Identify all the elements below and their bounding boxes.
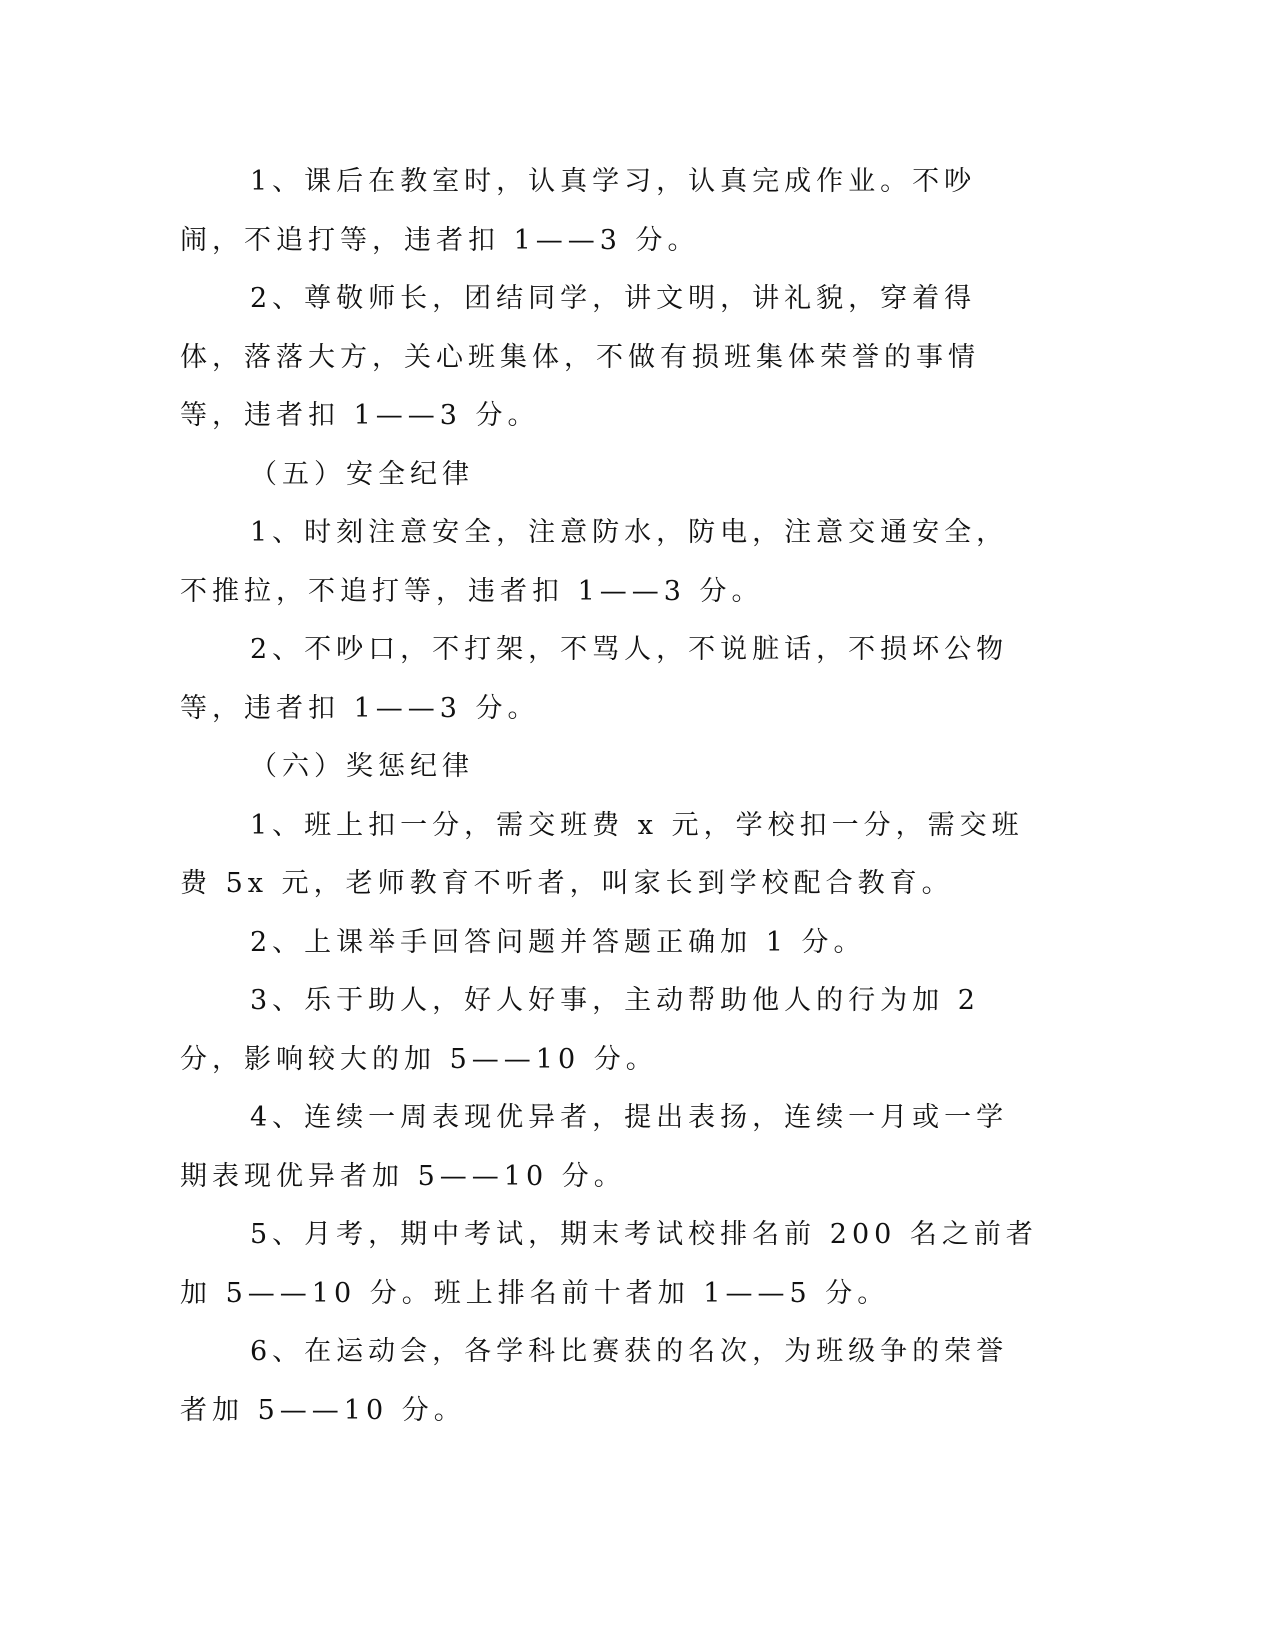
section-heading-safety: （五）安全纪律 [250, 458, 474, 490]
rule-paragraph: 1、时刻注意安全，注意防水，防电，注意交通安全，不推拉，不追打等，违者扣 1——3 分。 [180, 517, 1009, 607]
rule-paragraph: 6、在运动会，各学科比赛获的名次，为班级争的荣誉者加 5——10 分。 [180, 1336, 1009, 1426]
rule-paragraph: 5、月考，期中考试，期末考试校排名前 200 名之前者加 5——10 分。班上排名前十者加 1——5 分。 [180, 1219, 1038, 1309]
rule-paragraph: 1、课后在教室时，认真学习，认真完成作业。不吵闹，不追打等，违者扣 1——3 分。 [180, 166, 977, 256]
section-heading-rewards: （六）奖惩纪律 [250, 751, 474, 782]
rule-paragraph: 3、乐于助人，好人好事，主动帮助他人的行为加 2 分，影响较大的加 5——10 分。 [180, 985, 980, 1075]
rule-paragraph: 2、不吵口，不打架，不骂人，不说脏话，不损坏公物等，违者扣 1——3 分。 [180, 634, 1009, 724]
rule-paragraph: 1、班上扣一分，需交班费 x 元，学校扣一分，需交班费 5x 元，老师教育不听者，叫家长到学校配合教育。 [180, 809, 1024, 899]
rule-paragraph: 4、连续一周表现优异者，提出表扬，连续一月或一学期表现优异者加 5——10 分。 [180, 1102, 1009, 1192]
document-body [180, 153, 1040, 1440]
rule-paragraph: 2、尊敬师长，团结同学，讲文明，讲礼貌，穿着得体，落落大方，关心班集体，不做有损班集体荣誉的事情等，违者扣 1——3 分。 [180, 283, 980, 431]
rule-paragraph: 2、上课举手回答问题并答题正确加 1 分。 [250, 926, 866, 958]
